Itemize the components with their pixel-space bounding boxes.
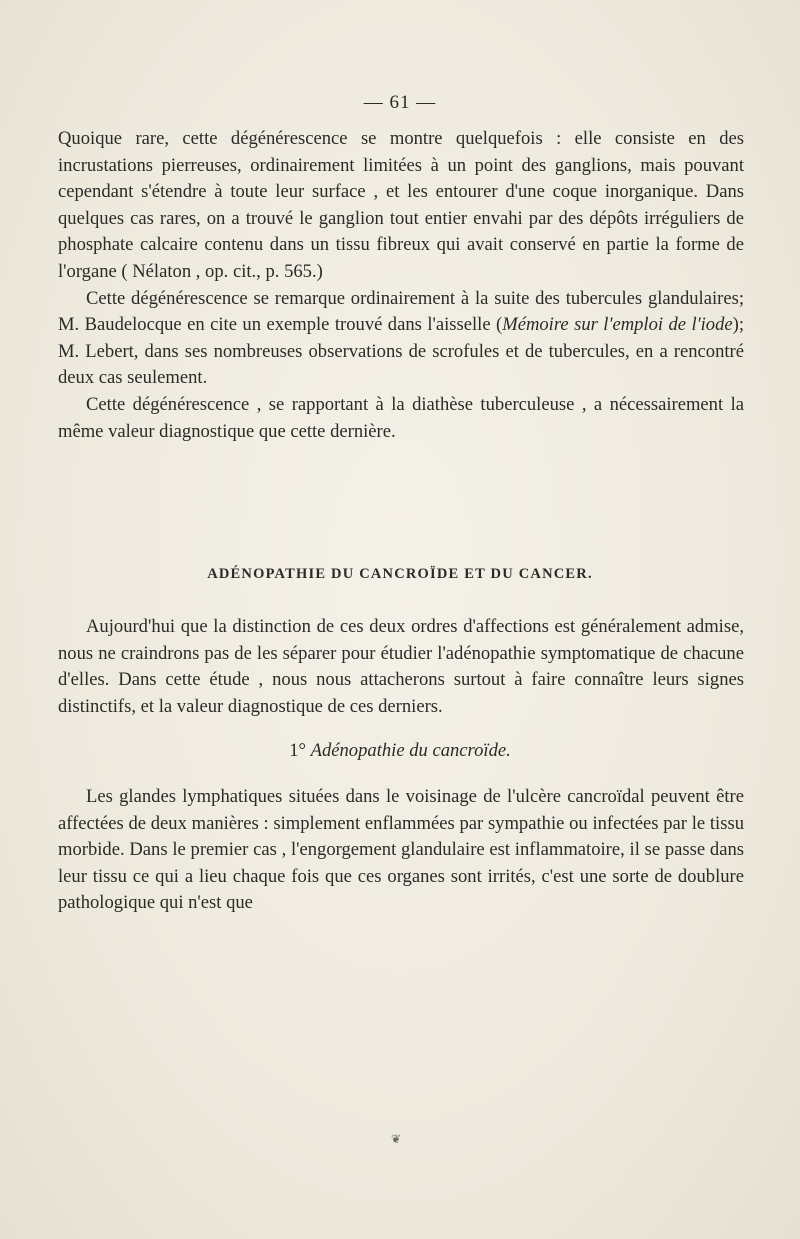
paragraph-calcification: Quoique rare, cette dégénérescence se montre quelquefois : elle consiste en des incrustations pierreuses, ordinairement limitées à un point des ganglions, mais pouvant cependant s'étendre à toute leur surface , et les entourer d'une coque inorganique. Dans quelques cas rares, on a trouvé le ganglion tout entier envahi par des dépôts irréguliers de phosphate calcaire contenu dans un tissu fibreux qui avait conservé en partie la forme de l'organe ( Nélaton , op. cit., p. 565.) (58, 128, 744, 282)
paragraph-tubercles (58, 286, 744, 392)
paragraph-intro: Aujourd'hui que la distinction de ces deux ordres d'affections est généralement admise, nous ne craindrons pas de les séparer pour étudier l'adénopathie symptomatique de chacune d'elles. Dans cette étude , nous nous attacherons surtout à faire connaître leurs signes distinctifs, et la valeur diagnostique de ces derniers. (58, 616, 744, 717)
body-text-cancroid (58, 784, 744, 917)
paragraph-tubercles-end: ); M. Lebert, dans ses nombreuses observations de scrofules et de tubercules, en a rencontré deux cas seulement. (58, 314, 745, 389)
ornament-icon: ❦ (391, 1132, 402, 1146)
body-text-part1 (58, 126, 744, 445)
cited-work-title: Mémoire sur l'emploi de l'iode (502, 314, 733, 336)
paragraph-tubercles-start: Cette dégénérescence se remarque ordinairement à la suite des tubercules glandulaires; M. Baudelocque en cite un exemple trouvé dans l'aisselle ( (58, 287, 744, 336)
paragraph-cancroid-glands: Les glandes lymphatiques situées dans le voisinage de l'ulcère cancroïdal peuvent être affectées de deux manières : simplement enflammées par sympathie ou infectées par le tissu morbide. Dans le premier cas , l'engorgement glandulaire est inflammatoire, il se passe dans leur tissu ce qui a lieu chaque fois que ces organes sont irrités, c'est une sorte de doublure pathologique qui n'est que (58, 786, 744, 914)
subsection-number: 1° (289, 740, 306, 761)
section-heading: ADÉNOPATHIE DU CANCROÏDE ET DU CANCER. (207, 566, 593, 582)
paragraph-diathesis: Cette dégénérescence , se rapportant à la diathèse tuberculeuse , a nécessairement la même valeur diagnostique que cette dernière. (58, 393, 744, 442)
subsection-title: Adénopathie du cancroïde. (310, 740, 511, 761)
page-number: — 61 — (363, 92, 437, 113)
body-text-intro (58, 614, 744, 720)
subsection-heading (0, 740, 800, 762)
